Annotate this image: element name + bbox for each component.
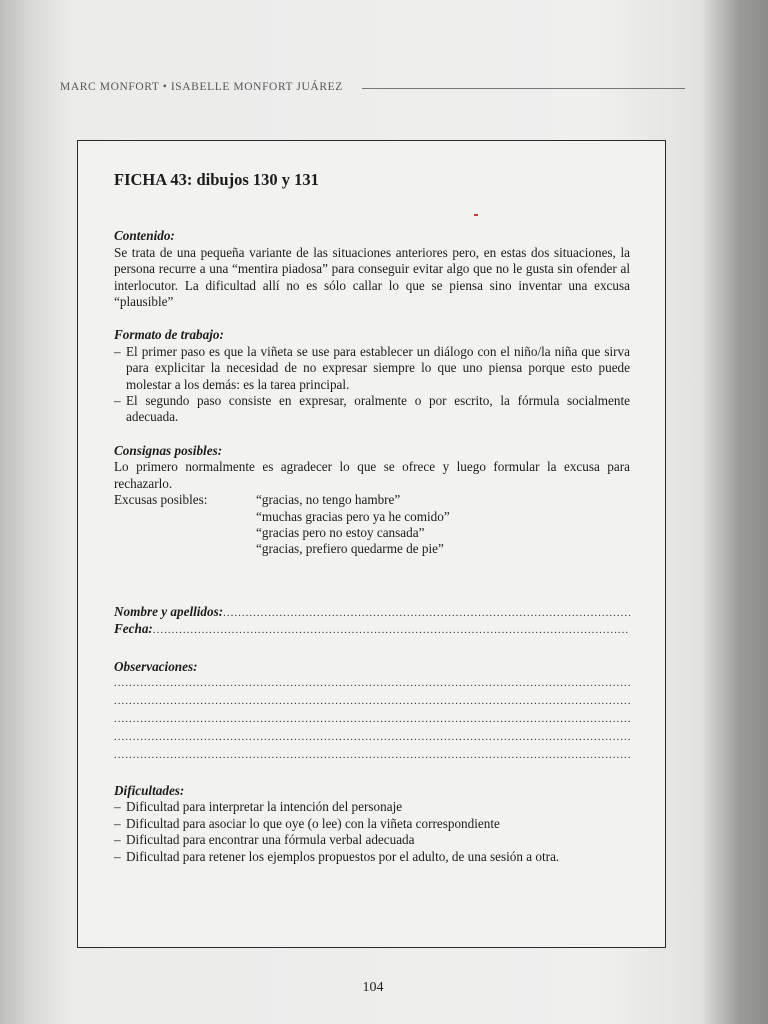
observaciones-line[interactable] — [114, 693, 630, 711]
formato-heading: Formato de trabajo: — [114, 327, 224, 343]
formato-item: – El segundo paso consiste en expresar, oralmente o por escrito, la fórmula socialmente adecuada. — [114, 393, 630, 426]
running-head: MARC MONFORT • ISABELLE MONFORT JUÁREZ — [60, 81, 343, 93]
nombre-dotted-line[interactable] — [223, 605, 630, 621]
observaciones-lines[interactable] — [114, 675, 630, 765]
excusas-list — [256, 492, 450, 558]
contenido-text: Se trata de una pequeña variante de las situaciones anteriores pero, en estas dos situaciones, la persona recurre a una “mentira piadosa” para conseguir evitar algo que no le gusta sin ofender al interlocutor. La dificultad allí no es sólo callar lo que se piensa sino inventar una excusa “plausible” — [114, 244, 630, 310]
dificultad-item: – Dificultad para retener los ejemplos propuestos por el adulto, de una sesión a otra. — [114, 849, 630, 865]
page-number: 104 — [362, 980, 384, 995]
excusas-block — [114, 492, 630, 558]
excusa-item: “gracias, prefiero quedarme de pie” — [256, 541, 444, 557]
fecha-dotted-line[interactable] — [153, 622, 630, 638]
consignas-heading: Consignas posibles: — [114, 442, 223, 458]
formato-list — [114, 344, 630, 426]
observaciones-line[interactable] — [114, 711, 630, 729]
fecha-label: Fecha: — [114, 621, 153, 637]
dificultades-list — [114, 799, 630, 865]
fecha-field[interactable] — [114, 621, 630, 638]
observaciones-heading: Observaciones: — [114, 658, 198, 674]
dificultad-item: – Dificultad para interpretar la intención del personaje — [114, 799, 630, 815]
formato-item: – El primer paso es que la viñeta se use para establecer un diálogo con el niño/la niña que sirva para explicitar la necesidad de no expresar siempre lo que uno piensa porque esto puede molestar a los demás: es la tarea principal. — [114, 344, 630, 393]
header-rule — [362, 88, 685, 89]
observaciones-line[interactable] — [114, 729, 630, 747]
nombre-field[interactable] — [114, 604, 630, 621]
observaciones-line[interactable] — [114, 747, 630, 765]
ficha-title: FICHA 43: dibujos 130 y 131 — [114, 170, 319, 189]
dificultades-heading: Dificultades: — [114, 782, 185, 798]
consignas-text: Lo primero normalmente es agradecer lo que se ofrece y luego formular la excusa para rechazarlo. — [114, 459, 630, 491]
observaciones-line[interactable] — [114, 675, 630, 693]
dificultad-item: – Dificultad para encontrar una fórmula verbal adecuada — [114, 832, 630, 848]
nombre-label: Nombre y apellidos: — [114, 603, 224, 619]
excusa-item: “gracias, no tengo hambre” — [256, 492, 401, 508]
excusa-item: “gracias pero no estoy cansada” — [256, 524, 425, 540]
dificultad-item: – Dificultad para asociar lo que oye (o lee) con la viñeta correspondiente — [114, 816, 630, 832]
ficha-content — [114, 172, 630, 865]
excusas-label: Excusas posibles: — [114, 492, 208, 508]
excusa-item: “muchas gracias pero ya he comido” — [256, 508, 450, 524]
contenido-heading: Contenido: — [114, 228, 175, 244]
